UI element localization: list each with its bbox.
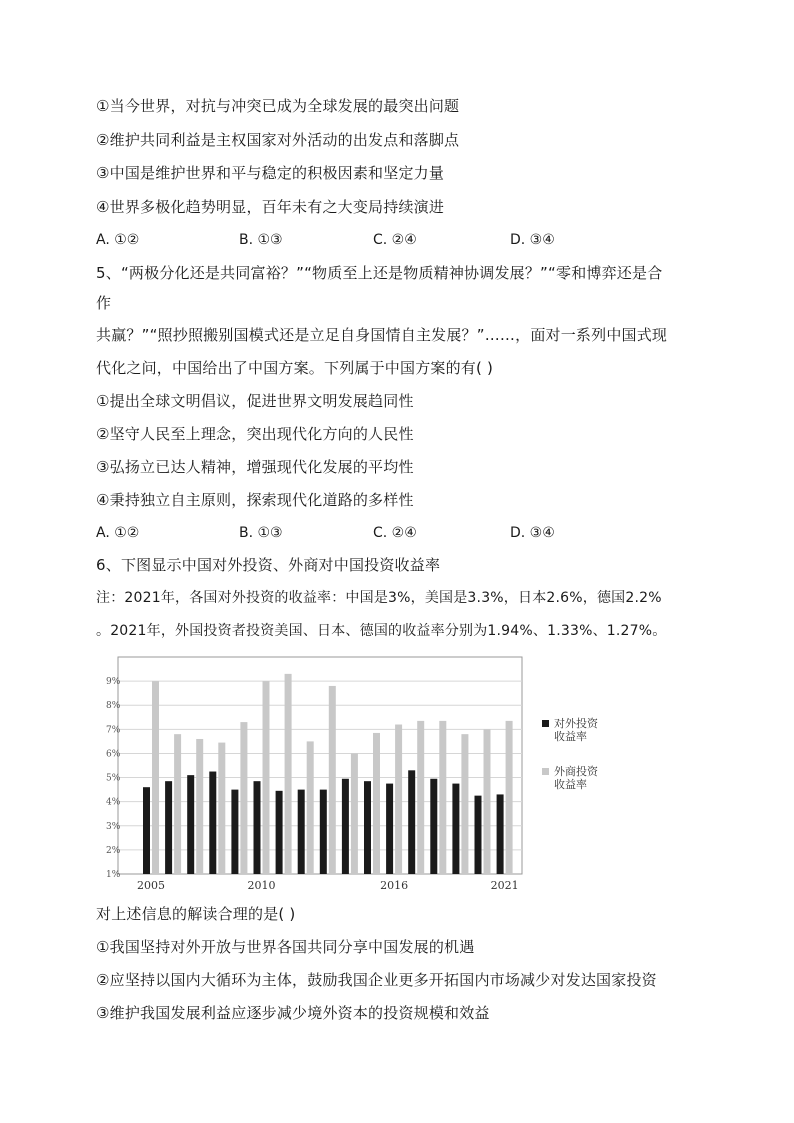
bar-inward-2005 bbox=[152, 681, 159, 874]
y-tick-label: 9% bbox=[106, 677, 121, 688]
q5-stem-line-2: 作 bbox=[96, 294, 112, 312]
legend-label-line-1: 对外投资 bbox=[554, 717, 598, 730]
q6-statement-2: ②应坚持以国内大循环为主体，鼓励我国企业更多开拓国内市场减少对发达国家投资 bbox=[96, 971, 657, 989]
bar-outward-2018 bbox=[430, 779, 437, 874]
bar-outward-2005 bbox=[143, 787, 150, 874]
y-tick-label: 5% bbox=[106, 773, 121, 784]
q4-statement-2: ②维护共同利益是主权国家对外活动的出发点和落脚点 bbox=[96, 131, 460, 149]
bar-outward-2019 bbox=[452, 784, 459, 874]
q5-stem-line-1: 5、“两极分化还是共同富裕？”“物质至上还是物质精神协调发展？”“零和博弈还是合 bbox=[96, 264, 663, 282]
q6-note-line-1: 注：2021年，各国对外投资的收益率：中国是3%，美国是3.3%，日本2.6%，德国2.2% bbox=[96, 590, 662, 606]
q5-stem-line-4: 代化之问，中国给出了中国方案。下列属于中国方案的有( ) bbox=[96, 359, 494, 377]
bar-outward-2012 bbox=[298, 790, 305, 874]
q6-stem: 6、下图显示中国对外投资、外商对中国投资收益率 bbox=[96, 556, 441, 574]
bar-inward-2016 bbox=[395, 725, 402, 874]
legend-label-line-2: 收益率 bbox=[554, 730, 587, 743]
bar-outward-2017 bbox=[408, 770, 415, 874]
legend-swatch bbox=[542, 720, 549, 727]
legend-swatch bbox=[542, 768, 549, 775]
q5-statement-3: ③弘扬立已达人精神，增强现代化发展的平均性 bbox=[96, 458, 414, 476]
q5-stem-line-3: 共赢？”“照抄照搬别国模式还是立足自身国情自主发展？”……，面对一系列中国式现 bbox=[96, 326, 668, 344]
bar-outward-2011 bbox=[276, 791, 283, 874]
bar-outward-2020 bbox=[475, 796, 482, 874]
bar-inward-2010 bbox=[263, 681, 270, 874]
q4-statement-4: ④世界多极化趋势明显，百年未有之大变局持续演进 bbox=[96, 198, 445, 216]
bar-inward-2012 bbox=[307, 741, 314, 874]
bar-outward-2008 bbox=[209, 772, 216, 874]
bar-outward-2021 bbox=[497, 794, 504, 874]
y-tick-label: 3% bbox=[106, 821, 121, 832]
bar-inward-2008 bbox=[218, 743, 225, 874]
q4-option-c[interactable]: C. ②④ bbox=[373, 232, 417, 248]
x-tick-label: 2016 bbox=[380, 879, 409, 892]
q5-option-a[interactable]: A. ①② bbox=[96, 525, 140, 541]
q5-statement-2: ②坚守人民至上理念，突出现代化方向的人民性 bbox=[96, 425, 414, 443]
x-tick-label: 2005 bbox=[137, 879, 165, 892]
bar-inward-2011 bbox=[285, 674, 292, 874]
q4-option-a[interactable]: A. ①② bbox=[96, 232, 140, 248]
bar-inward-2009 bbox=[240, 722, 247, 874]
bar-inward-2017 bbox=[417, 721, 424, 874]
legend-label-line-2: 收益率 bbox=[554, 778, 587, 791]
x-tick-label: 2010 bbox=[247, 879, 276, 892]
q5-statement-1: ①提出全球文明倡议，促进世界文明发展趋同性 bbox=[96, 392, 414, 410]
bar-inward-2013 bbox=[329, 686, 336, 874]
y-tick-label: 4% bbox=[106, 797, 121, 808]
bar-inward-2014 bbox=[351, 753, 358, 874]
q5-option-b[interactable]: B. ①③ bbox=[239, 525, 283, 541]
q4-statement-3: ③中国是维护世界和平与稳定的积极因素和坚定力量 bbox=[96, 164, 445, 182]
bar-inward-2018 bbox=[439, 721, 446, 874]
q6-statement-3: ③维护我国发展利益应逐步减少境外资本的投资规模和效益 bbox=[96, 1004, 490, 1022]
q6-note-line-2: 。2021年，外国投资者投资美国、日本、德国的收益率分别为1.94%、1.33%、1.27%。 bbox=[96, 623, 667, 639]
bar-inward-2015 bbox=[373, 733, 380, 874]
y-tick-label: 8% bbox=[106, 701, 121, 712]
q4-option-b[interactable]: B. ①③ bbox=[239, 232, 283, 248]
bar-outward-2007 bbox=[187, 775, 194, 874]
bar-inward-2021 bbox=[506, 721, 513, 874]
bar-inward-2006 bbox=[174, 734, 181, 874]
chart-svg bbox=[106, 650, 632, 900]
y-tick-label: 2% bbox=[106, 845, 121, 856]
q4-option-d[interactable]: D. ③④ bbox=[510, 232, 555, 248]
bar-outward-2016 bbox=[386, 784, 393, 874]
investment-return-chart bbox=[106, 650, 632, 900]
bar-outward-2010 bbox=[254, 781, 261, 874]
bar-inward-2019 bbox=[461, 734, 468, 874]
q5-statement-4: ④秉持独立自主原则，探索现代化道路的多样性 bbox=[96, 491, 414, 509]
q5-option-c[interactable]: C. ②④ bbox=[373, 525, 417, 541]
bar-outward-2013 bbox=[320, 790, 327, 874]
bar-outward-2009 bbox=[231, 790, 238, 874]
q6-statement-1: ①我国坚持对外开放与世界各国共同分享中国发展的机遇 bbox=[96, 938, 475, 956]
legend-label-line-1: 外商投资 bbox=[554, 765, 598, 778]
q6-question: 对上述信息的解读合理的是( ) bbox=[96, 905, 296, 923]
y-tick-label: 1% bbox=[106, 870, 121, 880]
bar-outward-2014 bbox=[342, 779, 349, 874]
bar-inward-2020 bbox=[484, 729, 491, 874]
bar-outward-2015 bbox=[364, 781, 371, 874]
bar-outward-2006 bbox=[165, 781, 172, 874]
x-tick-label: 2021 bbox=[490, 879, 519, 892]
q5-option-d[interactable]: D. ③④ bbox=[510, 525, 555, 541]
q4-statement-1: ①当今世界，对抗与冲突已成为全球发展的最突出问题 bbox=[96, 97, 460, 115]
y-tick-label: 7% bbox=[106, 725, 121, 736]
bar-inward-2007 bbox=[196, 739, 203, 874]
y-tick-label: 6% bbox=[106, 749, 121, 760]
